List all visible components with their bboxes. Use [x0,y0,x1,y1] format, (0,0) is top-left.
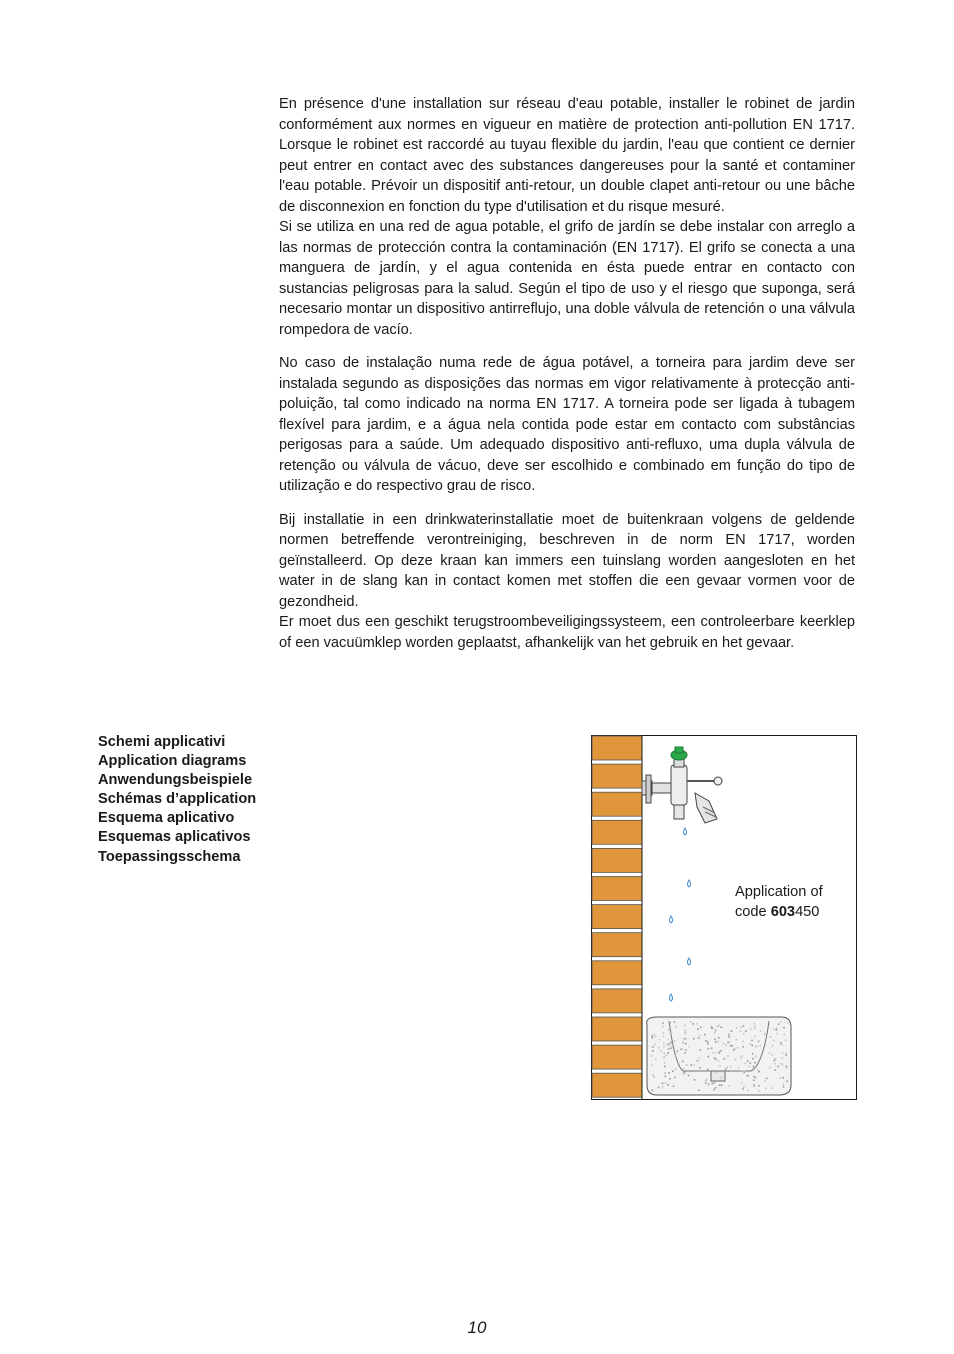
texture-dot [743,1072,745,1074]
water-drop-icon [688,880,691,887]
texture-dot [737,1047,739,1049]
texture-dot [682,1061,684,1063]
texture-dot [659,1039,661,1041]
texture-dot [784,1033,786,1035]
texture-dot [658,1087,660,1089]
texture-dot [697,1028,699,1030]
texture-dot [663,1042,665,1044]
texture-dot [766,1078,768,1080]
texture-dot [671,1031,673,1033]
texture-dot [776,1028,778,1030]
texture-dot [752,1053,754,1055]
texture-dot [691,1070,693,1072]
texture-dot [754,1062,756,1064]
texture-dot [700,1026,702,1028]
texture-dot [654,1044,656,1046]
texture-dot [655,1036,657,1038]
texture-dot [690,1064,692,1066]
texture-dot [755,1056,757,1058]
texture-dot [778,1023,780,1025]
brick [592,1073,642,1097]
texture-dot [715,1087,717,1089]
brick [592,792,642,816]
texture-dot [664,1076,666,1078]
texture-dot [699,1058,701,1060]
heading-dutch: Toepassingsschema [98,848,241,865]
texture-dot [736,1039,738,1041]
paragraph-portuguese: No caso de instalação numa rede de água potável, a torneira para jardim deve ser instalada segundo as disposições das normas em vigor relativamente à protecção anti-poluição, tal como indicado na norma EN 1717. A torneira pode ser ligada à tubagem flexível para jardim, e a água nela contida pode estar em contacto com substâncias perigosas para a saúde. Um adequado dispositivo anti-refluxo, uma dupla válvula de retenção ou válvula de vácuo, deve ser escolhido e combinado em função do tipo de utilização e do respectivo grau de risco. [279,355,855,494]
texture-dot [715,1052,717,1054]
texture-dot [758,1041,760,1043]
texture-dot [711,1047,713,1049]
texture-dot [717,1026,719,1028]
texture-dot [697,1060,699,1062]
texture-dot [663,1032,665,1034]
water-drop-icon [670,994,673,1001]
texture-dot [751,1045,753,1047]
texture-dot [652,1089,654,1091]
texture-dot [690,1021,692,1023]
application-label-line1: Application of [735,884,823,900]
texture-dot [771,1054,773,1056]
texture-dot [705,1040,707,1042]
texture-dot [723,1043,725,1045]
code-rest: 450 [795,903,820,920]
texture-dot [782,1064,784,1066]
texture-dot [685,1038,687,1040]
texture-dot [781,1044,783,1046]
texture-dot [692,1023,694,1025]
water-drop-icon [670,916,673,923]
texture-dot [686,1064,688,1066]
texture-dot [664,1062,666,1064]
brick [592,905,642,929]
texture-dot [783,1086,785,1088]
texture-dot [780,1042,782,1044]
texture-dot [753,1076,755,1078]
page-number: 10 [467,1318,487,1337]
texture-dot [783,1084,785,1086]
texture-dot [780,1063,782,1065]
texture-dot [742,1046,744,1048]
texture-dot [745,1030,747,1032]
texture-dot [757,1070,759,1072]
heading-english: Application diagrams [98,753,247,770]
texture-dot [671,1046,673,1048]
texture-dot [668,1029,670,1031]
texture-dot [760,1030,762,1032]
texture-dot [775,1058,777,1060]
texture-dot [786,1065,788,1067]
texture-dot [667,1052,669,1054]
texture-dot [716,1072,718,1074]
texture-dot [754,1023,756,1025]
texture-dot [714,1082,716,1084]
texture-dot [747,1075,749,1077]
texture-dot [776,1029,778,1031]
paragraph-spanish: Si se utiliza en una red de agua potable, el grifo de jardín se debe instalar con arreglo a las normas de protección contra la contaminación (EN 1717). El grifo se conecta a una manguera de jardín, y el agua contenida en ésta puede entrar en contacto con sustancias peligrosas para la salud. Según el tipo de uso y el riesgo que suponga, será necesario montar un dispositivo antirreflujo, una doble válvula de retención o una válvula rompedora de vacío. [279,219,855,338]
texture-dot [785,1052,787,1054]
section-headings [98,733,318,867]
brick [592,877,642,901]
texture-dot [707,1041,709,1043]
texture-dot [672,1070,674,1072]
texture-dot [658,1047,660,1049]
application-label [735,883,853,922]
texture-dot [785,1040,787,1042]
texture-dot [660,1050,662,1052]
texture-dot [665,1082,667,1084]
texture-dot [731,1030,733,1032]
texture-dot [653,1076,655,1078]
texture-dot [720,1077,722,1079]
texture-dot [719,1050,721,1052]
texture-dot [725,1044,727,1046]
texture-dot [707,1043,709,1045]
heading-german: Anwendungsbeispiele [98,772,253,789]
brick [592,933,642,957]
texture-dot [674,1055,676,1057]
texture-dot [753,1066,755,1068]
texture-dot [668,1048,670,1050]
texture-dot [663,1036,665,1038]
texture-dot [741,1082,743,1084]
texture-dot [669,1078,671,1080]
texture-dot [782,1077,784,1079]
basin-icon [647,1017,791,1095]
texture-dot [753,1079,755,1081]
texture-dot [768,1052,770,1054]
texture-dot [714,1039,716,1041]
texture-dot [747,1060,749,1062]
texture-dot [778,1066,780,1068]
texture-dot [725,1068,727,1070]
texture-dot [712,1052,714,1054]
texture-dot [743,1025,745,1027]
heading-spanish: Esquema aplicativo [98,810,235,827]
texture-dot [699,1049,701,1051]
texture-dot [774,1060,776,1062]
texture-dot [720,1026,722,1028]
texture-dot [708,1056,710,1058]
texture-dot [684,1072,686,1074]
texture-dot [731,1045,733,1047]
texture-dot [728,1034,730,1036]
texture-dot [720,1050,722,1052]
texture-dot [667,1043,669,1045]
heading-portuguese: Esquemas aplicativos [98,829,251,846]
texture-dot [774,1063,776,1065]
texture-dot [684,1052,686,1054]
brick [592,848,642,872]
texture-dot [684,1025,686,1027]
texture-dot [740,1026,742,1028]
texture-dot [664,1066,666,1068]
texture-dot [685,1049,687,1051]
texture-dot [714,1057,716,1059]
texture-dot [755,1077,757,1079]
texture-dot [726,1067,728,1069]
texture-dot [669,1044,671,1046]
brick [592,1045,642,1069]
texture-dot [754,1028,756,1030]
texture-dot [684,1030,686,1032]
texture-dot [698,1089,700,1091]
texture-dot [688,1075,690,1077]
texture-dot [711,1026,713,1028]
texture-dot [776,1033,778,1035]
brick [592,989,642,1013]
texture-dot [749,1062,751,1064]
texture-dot [758,1085,760,1087]
paragraph-dutch: Bij installatie in een drinkwaterinstallatie moet de buitenkraan volgens de geldende normen betreffende verontreiniging, beschreven in de norm EN 1717, worden geïnstalleerd. Op deze kraan kan immers een tuinslang worden aangesloten en het water in de slang kan in contact komen met stoffen die een gevaar vormen voor de gezondheid. [279,511,855,610]
texture-dot [715,1058,717,1060]
texture-dot [662,1083,664,1085]
texture-dot [715,1030,717,1032]
texture-dot [666,1054,668,1056]
texture-dot [704,1034,706,1036]
texture-dot [780,1021,782,1023]
texture-dot [764,1033,766,1035]
texture-dot [740,1031,742,1033]
application-label-line2 [735,903,853,923]
texture-dot [673,1085,675,1087]
texture-dot [727,1055,729,1057]
texture-dot [765,1088,767,1090]
texture-dot [699,1035,701,1037]
water-drop-icon [688,958,691,965]
water-drop-icon [684,828,687,835]
brick [592,820,642,844]
texture-dot [693,1064,695,1066]
texture-dot [750,1028,752,1030]
texture-dot [668,1072,670,1074]
texture-dot [663,1057,665,1059]
texture-dot [664,1056,666,1058]
texture-dot [742,1070,744,1072]
texture-dot [715,1041,717,1043]
texture-dot [669,1022,671,1024]
heading-italian: Schemi applicativi [98,734,226,750]
texture-dot [764,1080,766,1082]
texture-dot [685,1031,687,1033]
texture-dot [743,1033,745,1035]
texture-dot [728,1036,730,1038]
texture-dot [738,1067,740,1069]
texture-dot [667,1084,669,1086]
texture-dot [723,1058,725,1060]
texture-dot [730,1066,732,1068]
texture-dot [652,1050,654,1052]
texture-dot [651,1035,653,1037]
texture-dot [728,1070,730,1072]
texture-dot [655,1059,657,1061]
texture-dot [652,1046,654,1048]
texture-dot [742,1041,744,1043]
texture-dot [714,1032,716,1034]
texture-dot [718,1037,720,1039]
texture-dot [772,1087,774,1089]
texture-dot [719,1065,721,1067]
texture-dot [749,1066,751,1068]
texture-dot [751,1040,753,1042]
texture-dot [755,1046,757,1048]
texture-dot [743,1086,745,1088]
texture-dot [740,1057,742,1059]
texture-dot [699,1067,701,1069]
texture-dot [754,1026,756,1028]
texture-dot [696,1023,698,1025]
texture-dot [651,1055,653,1057]
texture-dot [652,1074,654,1076]
paragraph-french: En présence d'une installation sur réseau d'eau potable, installer le robinet de jardin conformément aux normes en vigueur en matière de protection anti-pollution EN 1717. Lorsque le robinet est raccordé au tuyau flexible du jardin, l'eau que contient ce dernier peut entrer en contact avec des substances dangereuses pour la santé et contaminer l'eau potable. Prévoir un dispositif anti-retour, un double clapet anti-retour ou une bâche de disconnexion en fonction du type d'utilisation et du risque mesuré. [279,96,855,215]
body-text [279,94,855,653]
brick [592,764,642,788]
texture-dot [729,1085,731,1087]
texture-dot [750,1043,752,1045]
texture-dot [693,1038,695,1040]
texture-dot [711,1083,713,1085]
texture-dot [717,1041,719,1043]
texture-dot [670,1042,672,1044]
texture-dot [719,1052,721,1054]
texture-dot [674,1021,676,1023]
texture-dot [774,1069,776,1071]
texture-dot [734,1048,736,1050]
texture-dot [653,1034,655,1036]
texture-dot [747,1090,749,1092]
texture-dot [786,1067,788,1069]
texture-dot [705,1082,707,1084]
texture-dot [675,1068,677,1070]
brick [592,736,642,760]
texture-dot [707,1069,709,1071]
texture-dot [741,1055,743,1057]
texture-dot [675,1026,677,1028]
texture-dot [683,1038,685,1040]
texture-dot [718,1060,720,1062]
code-bold: 603 [770,903,796,920]
texture-dot [736,1027,738,1029]
texture-dot [689,1046,691,1048]
texture-dot [683,1068,685,1070]
texture-dot [651,1037,653,1039]
texture-dot [754,1036,756,1038]
texture-dot [652,1064,654,1066]
texture-dot [781,1057,783,1059]
texture-dot [663,1046,665,1048]
texture-dot [685,1043,687,1045]
texture-dot [708,1084,710,1086]
texture-dot [662,1022,664,1024]
heading-french: Schémas d’application [98,791,257,808]
texture-dot [719,1084,721,1086]
texture-dot [780,1077,782,1079]
texture-dot [783,1027,785,1029]
brick [592,961,642,985]
texture-dot [773,1040,775,1042]
texture-dot [735,1059,737,1061]
code-prefix: code [735,903,771,920]
texture-dot [662,1026,664,1028]
texture-dot [785,1054,787,1056]
texture-dot [667,1039,669,1041]
texture-dot [677,1050,679,1052]
texture-dot [744,1063,746,1065]
texture-dot [681,1048,683,1050]
texture-dot [758,1071,760,1073]
texture-dot [753,1084,755,1086]
texture-dot [742,1088,744,1090]
paragraph-dutch-continued: Er moet dus een geschikt terugstroombeveiligingssysteem, een controleerbare keerklep of een vacuümklep worden geplaatst, afhankelijk van het gebruik en het gevaar. [279,614,855,651]
texture-dot [682,1042,684,1044]
texture-dot [782,1052,784,1054]
texture-dot [770,1036,772,1038]
texture-dot [674,1077,676,1079]
texture-dot [694,1079,696,1081]
texture-dot [752,1058,754,1060]
texture-dot [773,1028,775,1030]
texture-dot [721,1084,723,1086]
texture-dot [662,1086,664,1088]
brick [592,1017,642,1041]
texture-dot [664,1072,666,1074]
texture-dot [758,1090,760,1092]
texture-dot [772,1045,774,1047]
texture-dot [759,1045,761,1047]
texture-dot [787,1022,789,1024]
texture-dot [706,1079,708,1081]
texture-dot [728,1041,730,1043]
texture-dot [713,1089,715,1091]
texture-dot [674,1040,676,1042]
texture-dot [730,1045,732,1047]
texture-dot [707,1048,709,1050]
texture-dot [769,1067,771,1069]
texture-dot [786,1080,788,1082]
texture-dot [663,1052,665,1054]
texture-dot [698,1037,700,1039]
